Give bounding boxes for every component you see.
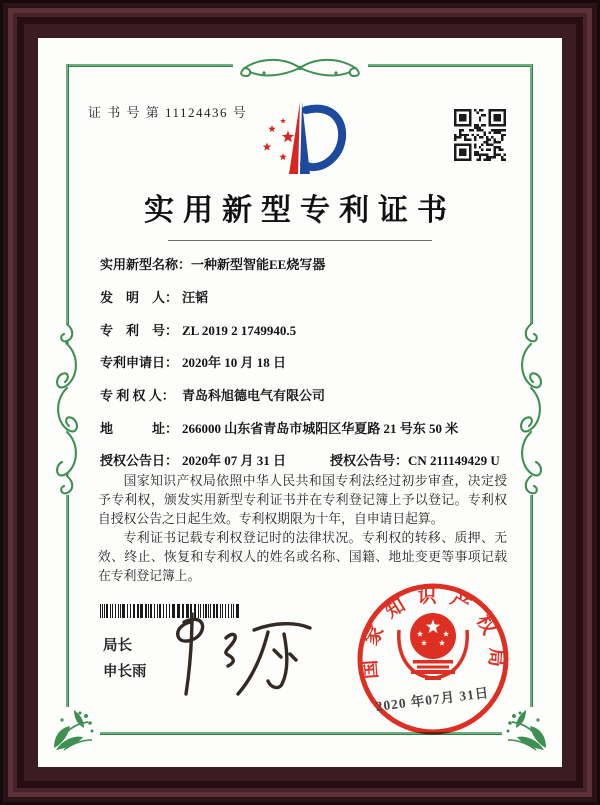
official-red-seal-icon (353, 580, 513, 740)
field-row-filing-date (100, 352, 508, 371)
legal-paragraph-1: 国家知识产权局依照中华人民共和国专利法经过初步审查，决定授予专利权，颁发实用新型专利证书并在专利登记簿上予以登记。专利权自授权公告之日起生效。专利权期限为十年，自申请日起算。 (98, 474, 507, 526)
grant-date-value: 2020年 07 月 31 日 (182, 453, 287, 468)
field-row-patent-number (100, 320, 508, 339)
field-row-name (100, 254, 508, 273)
border-top-right-segment (368, 64, 532, 67)
border-left-lower-segment (66, 495, 69, 707)
seal-date: 2020 年07月 31日 (374, 685, 491, 714)
field-label: 专 利 权 人： (100, 388, 175, 403)
grant-number-label: 授权公告号： (330, 453, 409, 468)
border-right-lower-segment (530, 495, 533, 707)
field-row-inventor (100, 287, 508, 306)
right-scroll-ornament (518, 322, 544, 495)
cnipa-patent-logo-icon (243, 96, 357, 184)
field-row-address (100, 418, 508, 437)
bottom-left-corner-ornament (50, 706, 96, 752)
field-value: 汪韬 (182, 290, 209, 305)
qr-code-icon (454, 109, 506, 161)
certificate-title: 实用新型专利证书 (144, 194, 456, 227)
certificate-number: 证 书 号 第 11124436 号 (88, 105, 248, 120)
director-block (103, 633, 147, 685)
field-label: 实用新型名称： (100, 257, 192, 272)
left-scroll-ornament (54, 322, 80, 495)
field-value: ZL 2019 2 1749940.5 (182, 323, 297, 338)
field-value: 青岛科旭德电气有限公司 (182, 388, 326, 403)
director-name: 申长雨 (103, 664, 147, 680)
field-value: 一种新型智能EE烧写器 (191, 257, 326, 272)
field-label: 专利申请日： (100, 355, 179, 370)
field-label: 专 利 号： (100, 323, 179, 338)
handwritten-signature-icon (148, 608, 323, 703)
grant-number-value: CN 211149429 U (408, 453, 500, 468)
title-underline (168, 240, 432, 241)
grant-date-label: 授权公告日： (100, 453, 179, 468)
field-label: 地 址： (100, 421, 179, 436)
field-row-patentee (100, 385, 508, 404)
field-value: 266000 山东省青岛市城阳区华夏路 21 号东 50 米 (182, 421, 459, 436)
field-label: 发 明 人： (100, 290, 179, 305)
border-top-left-segment (67, 64, 233, 67)
legal-paragraph-2: 专利证书记载专利权登记时的法律状况。专利权的转移、质押、无效、终止、恢复和专利权人的姓名或名称、国籍、地址变更等事项记载在专利登记簿上。 (98, 531, 507, 583)
field-value: 2020年 10 月 18 日 (182, 355, 287, 370)
director-title: 局长 (103, 638, 132, 654)
legal-text-block (98, 472, 507, 586)
national-emblem-icon (399, 613, 467, 680)
seal-ring-text: 国家知识产权局 (359, 586, 507, 680)
top-flourish-ornament (230, 56, 370, 80)
field-row-grant (100, 450, 508, 469)
